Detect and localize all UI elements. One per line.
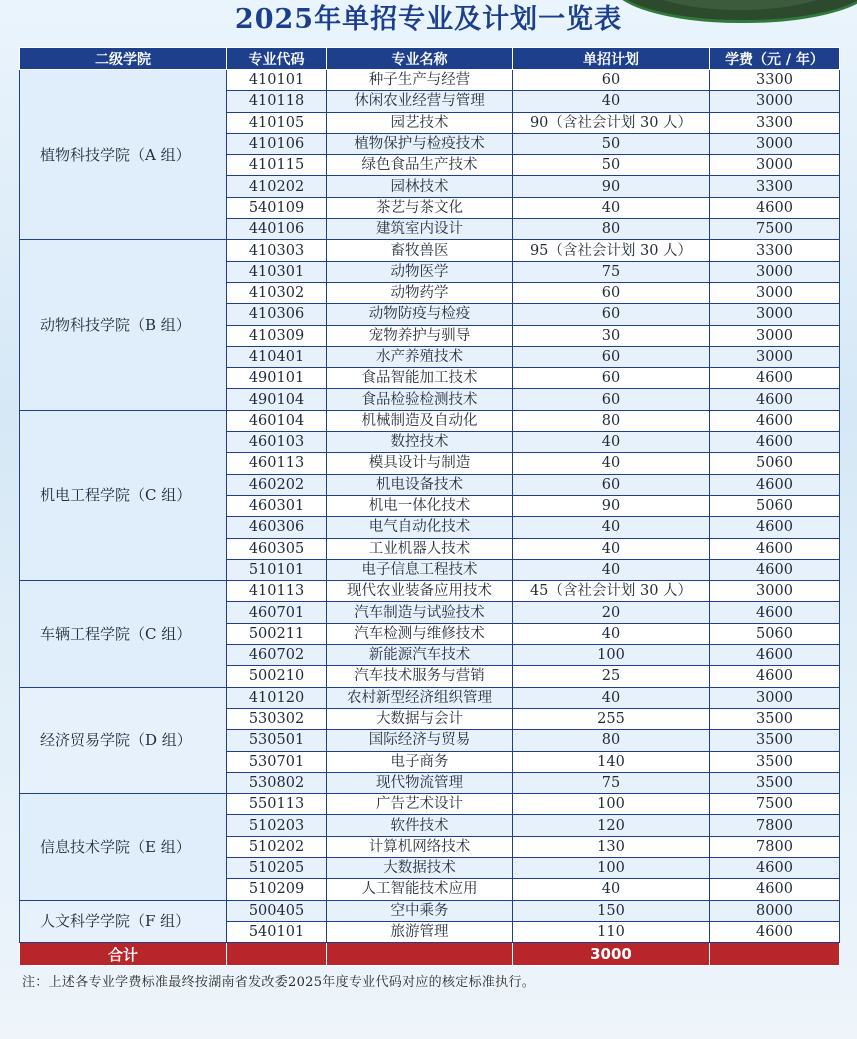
plan-count: 90（含社会计划 30 人） [513,112,710,133]
plan-count: 30 [513,325,710,346]
major-code: 460701 [227,602,327,623]
tuition: 7500 [710,794,840,815]
total-label: 合计 [20,943,227,966]
plan-count: 40 [513,197,710,218]
tuition: 4600 [710,474,840,495]
tuition: 3000 [710,261,840,282]
plan-count: 60 [513,474,710,495]
major-code: 510202 [227,836,327,857]
major-name: 工业机器人技术 [327,538,513,559]
major-code: 530701 [227,751,327,772]
major-code: 530302 [227,708,327,729]
college-name: 植物科技学院（A 组） [20,70,227,240]
footnote: 注：上述各专业学费标准最终按湖南省发改委2025年度专业代码对应的核定标准执行。 [22,975,536,990]
major-name: 机电一体化技术 [327,495,513,516]
major-name: 软件技术 [327,815,513,836]
college-name: 机电工程学院（C 组） [20,410,227,580]
header-college: 二级学院 [20,48,227,70]
major-code: 490104 [227,389,327,410]
plan-count: 40 [513,623,710,644]
tuition: 4600 [710,559,840,580]
total-empty-major [327,943,513,966]
tuition: 7800 [710,815,840,836]
tuition: 3000 [710,155,840,176]
plan-count: 100 [513,645,710,666]
major-name: 动物防疫与检疫 [327,304,513,325]
college-name: 经济贸易学院（D 组） [20,687,227,793]
tuition: 4600 [710,197,840,218]
plan-count: 80 [513,730,710,751]
major-code: 410302 [227,282,327,303]
table-row [20,794,840,815]
plan-count: 110 [513,921,710,942]
tuition: 7500 [710,219,840,240]
major-name: 电气自动化技术 [327,517,513,538]
tuition: 4600 [710,921,840,942]
tuition: 4600 [710,666,840,687]
plan-count: 80 [513,410,710,431]
major-name: 机电设备技术 [327,474,513,495]
major-name: 机械制造及自动化 [327,410,513,431]
plan-count: 130 [513,836,710,857]
major-code: 540109 [227,197,327,218]
total-plan: 3000 [513,943,710,966]
major-name: 绿色食品生产技术 [327,155,513,176]
header-plan: 单招计划 [513,48,710,70]
plan-count: 75 [513,772,710,793]
tuition: 7800 [710,836,840,857]
plan-count: 90 [513,495,710,516]
plan-count: 75 [513,261,710,282]
tuition: 5060 [710,453,840,474]
major-code: 490101 [227,368,327,389]
college-name: 动物科技学院（B 组） [20,240,227,410]
table-row [20,900,840,921]
major-name: 动物医学 [327,261,513,282]
plan-count: 40 [513,687,710,708]
major-name: 农村新型经济组织管理 [327,687,513,708]
major-code: 530501 [227,730,327,751]
tuition: 4600 [710,602,840,623]
major-name: 模具设计与制造 [327,453,513,474]
tuition: 3000 [710,581,840,602]
major-name: 电子信息工程技术 [327,559,513,580]
header-code: 专业代码 [227,48,327,70]
tuition: 3500 [710,751,840,772]
major-name: 计算机网络技术 [327,836,513,857]
total-empty-code [227,943,327,966]
major-code: 460202 [227,474,327,495]
tuition: 3300 [710,112,840,133]
table-header [20,48,840,70]
major-code: 410101 [227,70,327,91]
tuition: 4600 [710,517,840,538]
tuition: 3500 [710,772,840,793]
college-name: 人文科学学院（F 组） [20,900,227,943]
major-name: 汽车技术服务与营销 [327,666,513,687]
plan-count: 40 [513,879,710,900]
major-name: 电子商务 [327,751,513,772]
major-code: 460113 [227,453,327,474]
plan-count: 80 [513,219,710,240]
major-name: 茶艺与茶文化 [327,197,513,218]
major-code: 460306 [227,517,327,538]
tuition: 3000 [710,304,840,325]
plan-count: 40 [513,538,710,559]
tuition: 5060 [710,623,840,644]
major-name: 园艺技术 [327,112,513,133]
header-row [20,48,840,70]
plan-count: 40 [513,91,710,112]
major-code: 530802 [227,772,327,793]
major-name: 空中乘务 [327,900,513,921]
tuition: 3000 [710,133,840,154]
major-name: 食品检验检测技术 [327,389,513,410]
plan-count: 140 [513,751,710,772]
major-code: 460702 [227,645,327,666]
tuition: 4600 [710,368,840,389]
plan-count: 60 [513,282,710,303]
table-row [20,70,840,91]
major-code: 410309 [227,325,327,346]
college-name: 信息技术学院（E 组） [20,794,227,900]
major-code: 460301 [227,495,327,516]
major-code: 410301 [227,261,327,282]
tuition: 3000 [710,325,840,346]
tuition: 3300 [710,240,840,261]
plan-count: 150 [513,900,710,921]
plan-count: 50 [513,133,710,154]
table-footer [20,943,840,966]
enrollment-plan-table [19,47,840,966]
plan-count: 40 [513,559,710,580]
tuition: 3000 [710,687,840,708]
tuition: 3500 [710,708,840,729]
plan-count: 90 [513,176,710,197]
major-code: 410106 [227,133,327,154]
major-code: 510205 [227,857,327,878]
plan-count: 120 [513,815,710,836]
major-name: 水产养殖技术 [327,346,513,367]
major-code: 510203 [227,815,327,836]
major-name: 建筑室内设计 [327,219,513,240]
plan-count: 50 [513,155,710,176]
tuition: 4600 [710,645,840,666]
table-body [20,70,840,943]
tuition: 5060 [710,495,840,516]
major-name: 食品智能加工技术 [327,368,513,389]
major-name: 宠物养护与驯导 [327,325,513,346]
plan-count: 255 [513,708,710,729]
major-code: 510101 [227,559,327,580]
major-name: 现代农业装备应用技术 [327,581,513,602]
major-code: 540101 [227,921,327,942]
major-code: 410105 [227,112,327,133]
plan-count: 60 [513,346,710,367]
major-code: 440106 [227,219,327,240]
major-code: 500405 [227,900,327,921]
major-name: 新能源汽车技术 [327,645,513,666]
plan-count: 40 [513,453,710,474]
total-empty-tuition [710,943,840,966]
major-name: 休闲农业经营与管理 [327,91,513,112]
plan-count: 100 [513,794,710,815]
major-code: 410120 [227,687,327,708]
major-name: 植物保护与检疫技术 [327,133,513,154]
tuition: 4600 [710,879,840,900]
major-name: 动物药学 [327,282,513,303]
plan-count: 45（含社会计划 30 人） [513,581,710,602]
major-name: 汽车制造与试验技术 [327,602,513,623]
plan-count: 60 [513,368,710,389]
major-name: 数控技术 [327,432,513,453]
major-code: 410202 [227,176,327,197]
major-code: 460103 [227,432,327,453]
total-row [20,943,840,966]
page-title: 2025年单招专业及计划一览表 [234,4,623,35]
major-code: 410306 [227,304,327,325]
tuition: 4600 [710,432,840,453]
tuition: 4600 [710,857,840,878]
major-code: 500211 [227,623,327,644]
plan-count: 40 [513,432,710,453]
major-name: 国际经济与贸易 [327,730,513,751]
major-code: 410115 [227,155,327,176]
major-code: 550113 [227,794,327,815]
table-row [20,240,840,261]
tuition: 4600 [710,389,840,410]
major-code: 460305 [227,538,327,559]
major-name: 畜牧兽医 [327,240,513,261]
plan-count: 95（含社会计划 30 人） [513,240,710,261]
tuition: 4600 [710,410,840,431]
header-major: 专业名称 [327,48,513,70]
plan-count: 40 [513,517,710,538]
tuition: 3500 [710,730,840,751]
major-name: 人工智能技术应用 [327,879,513,900]
major-code: 510209 [227,879,327,900]
table-row [20,581,840,602]
major-name: 汽车检测与维修技术 [327,623,513,644]
plan-count: 60 [513,389,710,410]
tuition: 3300 [710,70,840,91]
tuition: 4600 [710,538,840,559]
tuition: 3300 [710,176,840,197]
table-row [20,687,840,708]
plan-count: 100 [513,857,710,878]
tuition: 8000 [710,900,840,921]
major-name: 现代物流管理 [327,772,513,793]
major-name: 旅游管理 [327,921,513,942]
major-name: 种子生产与经营 [327,70,513,91]
plan-count: 25 [513,666,710,687]
plan-count: 60 [513,304,710,325]
major-name: 广告艺术设计 [327,794,513,815]
major-code: 460104 [227,410,327,431]
major-name: 大数据技术 [327,857,513,878]
major-name: 园林技术 [327,176,513,197]
major-name: 大数据与会计 [327,708,513,729]
table-row [20,410,840,431]
major-code: 410303 [227,240,327,261]
plan-count: 20 [513,602,710,623]
major-code: 410118 [227,91,327,112]
plan-count: 60 [513,70,710,91]
major-code: 500210 [227,666,327,687]
major-code: 410113 [227,581,327,602]
header-tuition: 学费（元 / 年） [710,48,840,70]
college-name: 车辆工程学院（C 组） [20,581,227,687]
tuition: 3000 [710,91,840,112]
tuition: 3000 [710,282,840,303]
tuition: 3000 [710,346,840,367]
major-code: 410401 [227,346,327,367]
